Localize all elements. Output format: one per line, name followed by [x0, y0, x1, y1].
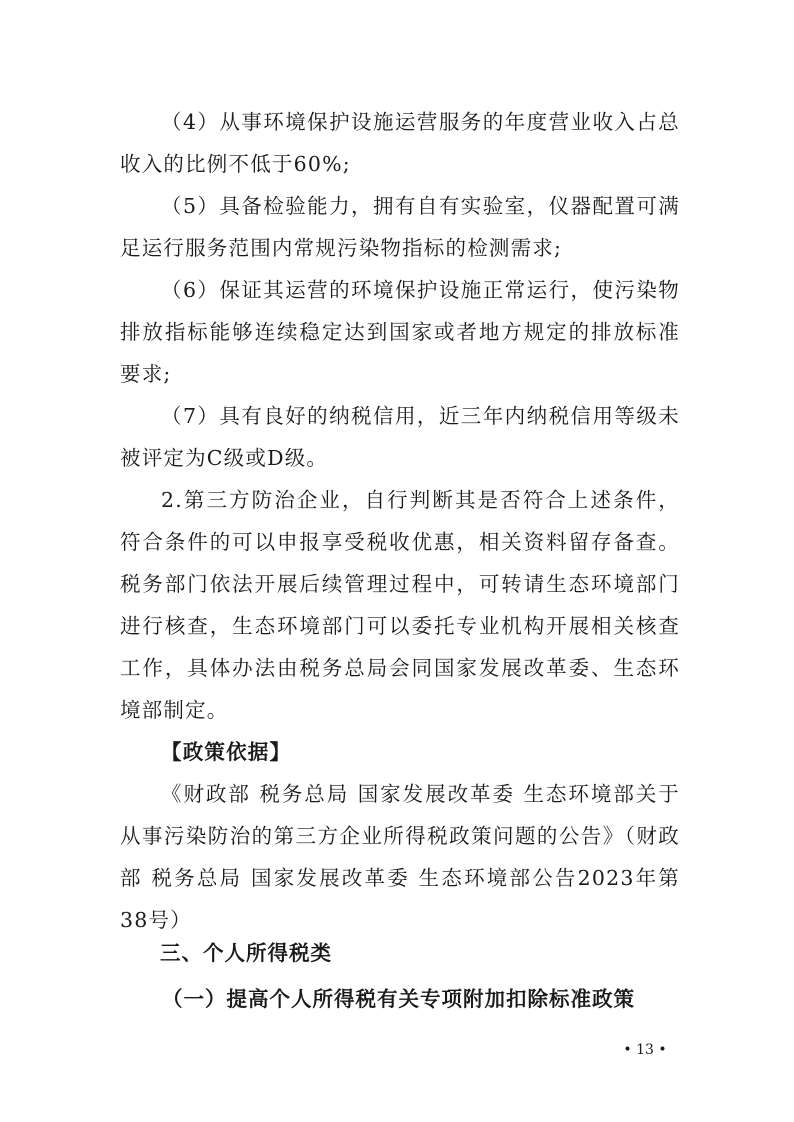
policy-basis-text: 《财政部 税务总局 国家发展改革委 生态环境部关于从事污染防治的第三方企业所得税政策问题的公告》（财政部 税务总局 国家发展改革委 生态环境部公告2023年第38号） — [120, 782, 680, 932]
section-subtitle: （一）提高个人所得税有关专项附加扣除标准政策 — [162, 987, 635, 1011]
policy-basis-heading: 【政策依据】 — [161, 740, 292, 764]
condition-item-6: （6）保证其运营的环境保护设施正常运行，使污染物排放指标能够连续稳定达到国家或者地方规定的排放标准要求; — [120, 278, 680, 386]
point-2-paragraph: 2.第三方防治企业，自行判断其是否符合上述条件，符合条件的可以申报享受税收优惠，相关资料留存备查。税务部门依法开展后续管理过程中，可转请生态环境部门进行核查，生态环境部门可以委托专业机构开展相关核查工作，具体办法由税务总局会同国家发展改革委、生态环境部制定。 — [120, 488, 680, 722]
page-number: • 13 • — [623, 1042, 667, 1058]
condition-item-4: （4）从事环境保护设施运营服务的年度营业收入占总收入的比例不低于60%; — [120, 110, 680, 176]
condition-item-7: （7）具有良好的纳税信用，近三年内纳税信用等级未被评定为C级或D级。 — [120, 404, 680, 470]
condition-item-5: （5）具备检验能力，拥有自有实验室，仪器配置可满足运行服务范围内常规污染物指标的检测需求; — [120, 194, 680, 260]
section-title: 三、个人所得税类 — [160, 941, 332, 965]
body-text — [120, 101, 680, 941]
